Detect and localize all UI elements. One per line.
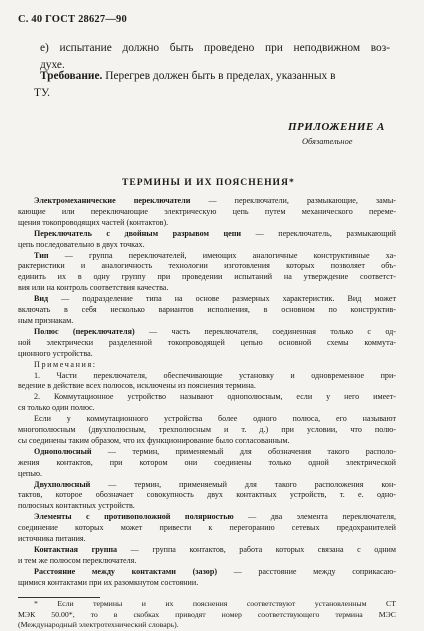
definition-line: тактов, которое обозначает совокупность двух контактных устройств, т. е. одно- <box>18 490 396 500</box>
definition-line: ным признакам. <box>18 315 74 325</box>
definition-line: включать в себя несколько вариантов исполнения, в основном по конструктив- <box>18 305 396 315</box>
definition-line: щения токопроводящих частей (контактов). <box>18 217 169 227</box>
definition-line: жения контактов, при котором они соединены только одной электрической <box>18 457 396 467</box>
definition-line: Однополюсный — термин, применяемый для обозначения такого располо- <box>34 446 396 456</box>
definition-line: кающие или переключающие электрическую цепь путем механического переме- <box>18 206 396 216</box>
footnote-rule <box>18 597 100 598</box>
definition-line: Контактная группа — группа контактов, работа которых связана с одним <box>34 545 396 554</box>
definition-line: вия или на контроль соответствия качества. <box>18 283 169 293</box>
note-line: 2. Коммутационное устройство называют однополюсным, если у него имеет- <box>34 392 396 402</box>
footnote-line: (Международный электротехнический словарь). <box>18 620 179 629</box>
definition-line: Переключатель с двойным разрывом цепи — переключатель, размыкающий <box>34 228 396 238</box>
definition-line: полюсных контактных устройств. <box>18 501 135 511</box>
definition-line: Полюс (переключателя) — часть переключателя, соединенная только с од- <box>34 326 396 336</box>
definition-line: единить их в одну группу при проведении испытаний на утверждение соответст- <box>18 272 396 282</box>
definition-line: Вид — подразделение типа на основе размерных характеристик. Вид может <box>34 294 396 304</box>
note-line: сы соединены таким образом, что их функционирование было согласованным. <box>18 435 290 445</box>
definition-line: ной электрически разделенной токопроводящей цепью основной схемы коммута- <box>18 337 396 347</box>
definition-line: соединение которых может привести к перегоранию сетевых предохранителей <box>18 523 396 533</box>
intro-line-2: духе. <box>40 59 65 71</box>
appendix-label: ПРИЛОЖЕНИЕ А <box>288 121 385 133</box>
intro-line-1: е) испытание должно быть проведено при неподвижном воз- <box>40 42 390 54</box>
note-line: многополюсным (двухполюсным, трехполюсным и т. д.) при условии, что полю- <box>18 425 396 435</box>
page-header: С. 40 ГОСТ 28627—90 <box>18 14 127 25</box>
definition-line: цепью. <box>18 468 43 478</box>
footnote-line: МЭК 50.00*, то в скобках приводят номер соответствующего термина МЭС <box>18 609 396 619</box>
definition-line: рактеристики и аналогичность технологии изготовления которых позволяет объ- <box>18 261 396 271</box>
intro-line-4: ТУ. <box>34 87 51 99</box>
requirement-line <box>40 68 390 85</box>
note-line: 1. Части переключателя, обеспечивающие установку и одновременное при- <box>34 370 396 380</box>
definitions-body <box>18 196 396 589</box>
definition-line: щимися контактами при их разомкнутом состоянии. <box>18 577 199 587</box>
footnote-line: * Если термины и их пояснения соответствуют установленным СТ <box>34 599 396 608</box>
footnote <box>18 599 396 631</box>
definition-line: Расстояние между контактами (зазор) — расстояние между соприкасаю- <box>34 566 397 576</box>
note-line: Если у коммутационного устройства более одного полюса, его называют <box>34 414 396 424</box>
requirement-text: Перегрев должен быть в пределах, указанных в <box>102 70 336 82</box>
definition-line: Тип — группа переключателей, имеющих аналогичные конструктивные ха- <box>34 250 396 260</box>
note-line: ведение в действие всех полюсов, исключены из пояснения термина. <box>18 381 256 391</box>
definition-line: Элементы с противоположной полярностью — два элемента переключателя, <box>34 512 396 522</box>
definition-line: цепь последовательно в двух точках. <box>18 239 145 249</box>
section-title: ТЕРМИНЫ И ИХ ПОЯСНЕНИЯ* <box>122 177 295 188</box>
definition-line: и тем же полюсом переключателя. <box>18 555 137 565</box>
appendix-status: Обязательное <box>302 137 353 146</box>
notes-heading: Примечания: <box>34 359 97 369</box>
definition-line: Двухполюсный — термин, применяемый для такого расположения кон- <box>34 479 396 489</box>
requirement-term: Требование. <box>40 70 103 82</box>
definition-line: ционного устройства. <box>18 348 93 358</box>
note-line: ся только один полюс. <box>18 403 95 413</box>
definition-line: Электромеханические переключатели — переключатели, размыкающие, замы- <box>34 196 396 205</box>
definition-line: источника питания. <box>18 534 86 544</box>
